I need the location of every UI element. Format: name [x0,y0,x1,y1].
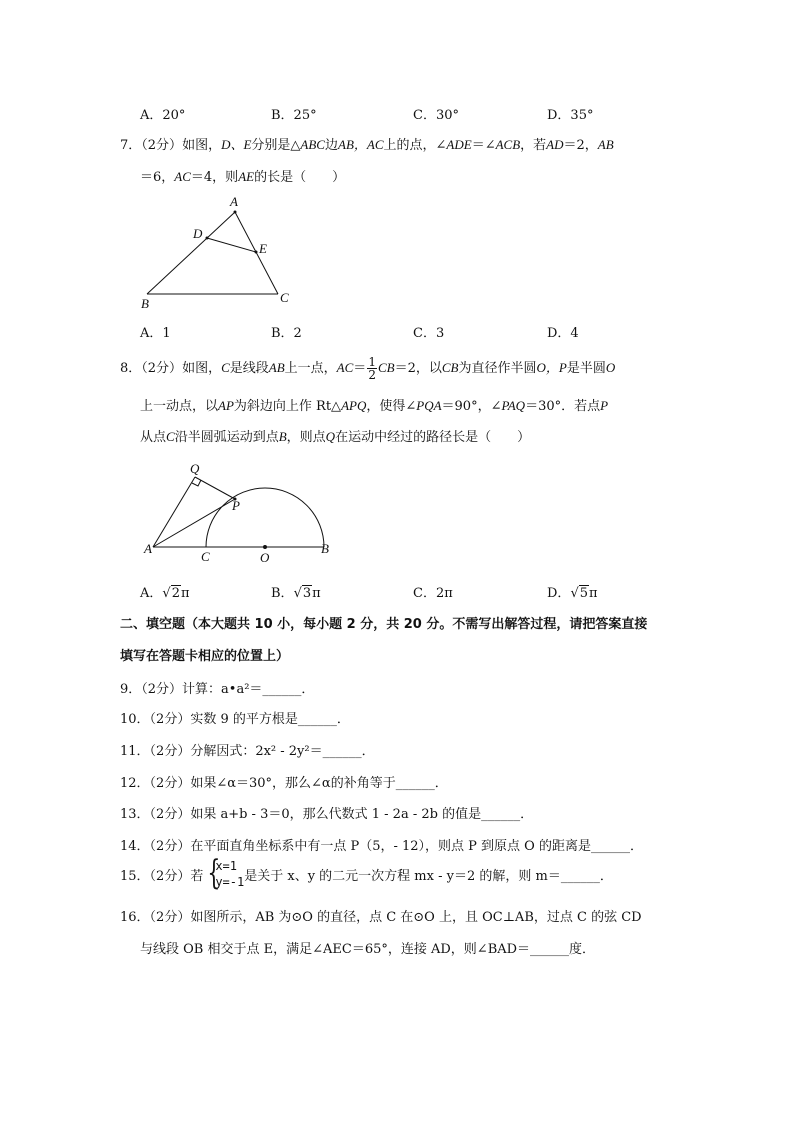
q7-label-b: B [141,296,149,311]
q8-line3: 从点C沿半圆弧运动到点B，则点Q在运动中经过的路径长是（ ） [140,429,531,445]
q14: 14．（2分）在平面直角坐标系中有一点 P（5，- 12），则点 P 到原点 O 的距离是______． [120,839,643,854]
q8-option-c: C．2π [413,586,453,601]
q8-label-q: Q [190,461,200,476]
q13: 13．（2分）如果 a+b - 3＝0，那么代数式 1 - 2a - 2b 的值是______． [120,807,534,822]
q8-semicircle-arc [206,488,324,547]
section2-heading-line2: 填写在答题卡相应的位置上） [120,649,290,664]
q7-number: 7． [120,138,142,153]
q7-segment-de [207,238,256,252]
q16-line1: 16．（2分）如图所示，AB 为⊙O 的直径，点 C 在⊙O 上，且 OC⊥AB，过点 C 的弦 CD [120,910,642,925]
q8-semicircle-figure [140,458,340,568]
q8-label-b: B [321,541,329,556]
q7-point-a [234,211,237,214]
q8-label-o: O [260,550,270,565]
q8-option-a: A．√2π [140,586,190,601]
q7-option-d: D．4 [547,326,579,341]
q11: 11．（2分）分解因式：2x² - 2y²＝______． [120,744,375,759]
q8-right-angle-mark [192,480,201,486]
q8-line2: 上一动点，以AP为斜边向上作 Rt△APQ，使得∠PQA＝90°，∠PAQ＝30°．若点P [140,398,609,414]
q6-option-a: A．20° [140,108,186,123]
q7-line1: 7．（2分）如图，D、E分别是△ABC边AB，AC上的点，∠ADE＝∠ACB，若AD＝2，AB [120,137,614,153]
q7-point-e [255,251,258,254]
q8-center-o [263,545,267,549]
q8-segment-aq [153,477,195,547]
section2-heading-line1: 二、填空题（本大题共 10 小，每小题 2 分，共 20 分。不需写出解答过程，请把答案直接 [120,617,648,632]
q7-point-d [206,237,209,240]
q7-line2: ＝6，AC＝4，则AE的长是（ ） [140,169,346,185]
q6-option-b: B．25° [271,108,317,123]
q7-option-a: A．1 [140,326,171,341]
q7-option-b: B．2 [271,326,302,341]
q9: 9．（2分）计算：a•a²＝______． [120,682,315,697]
q8-line1: 8．（2分）如图，C是线段AB上一点，AC＝ $\frac{1}{2}$ CB＝2，以CB为直径作半圆O，P是半圆O [120,355,616,382]
q6-option-c: C．30° [413,108,459,123]
q7-label-d: D [193,226,203,241]
sqrt-symbol: √ [570,586,579,601]
q12: 12．（2分）如果∠α＝30°，那么∠α的补角等于______． [120,776,448,791]
q8-label-c: C [201,549,210,564]
q7-option-c: C．3 [413,326,445,341]
q8-option-b: B．√3π [271,586,321,601]
q7-triangle-figure [135,192,305,312]
q16-line2: 与线段 OB 相交于点 E，满足∠AEC＝65°，连接 AD，则∠BAD＝______度． [140,942,596,957]
q8-fraction: $\frac{1}{2}$ [368,355,376,382]
q10: 10．（2分）实数 9 的平方根是______． [120,712,350,727]
q7-label-a: A [230,194,238,209]
q6-option-d: D．35° [547,108,594,123]
sqrt-symbol: √ [293,586,302,601]
q7-label-c: C [280,290,289,305]
brace-icon: { [207,853,221,893]
q8-label-a: A [144,541,152,556]
q7-label-e: E [259,241,267,256]
sqrt-symbol: √ [162,586,171,601]
q8-label-p: P [232,498,240,513]
q15-equation-system: { x=1 y=-1 [207,853,245,893]
q15: 15．（2分）若 { x=1 y=-1 是关于 x、y 的二元一次方程 mx - y＝2 的解，则 m＝______． [120,853,613,893]
q8-option-d: D．√5π [547,586,598,601]
q8-segment-ap [153,499,235,547]
q7-side-ab [147,212,235,294]
